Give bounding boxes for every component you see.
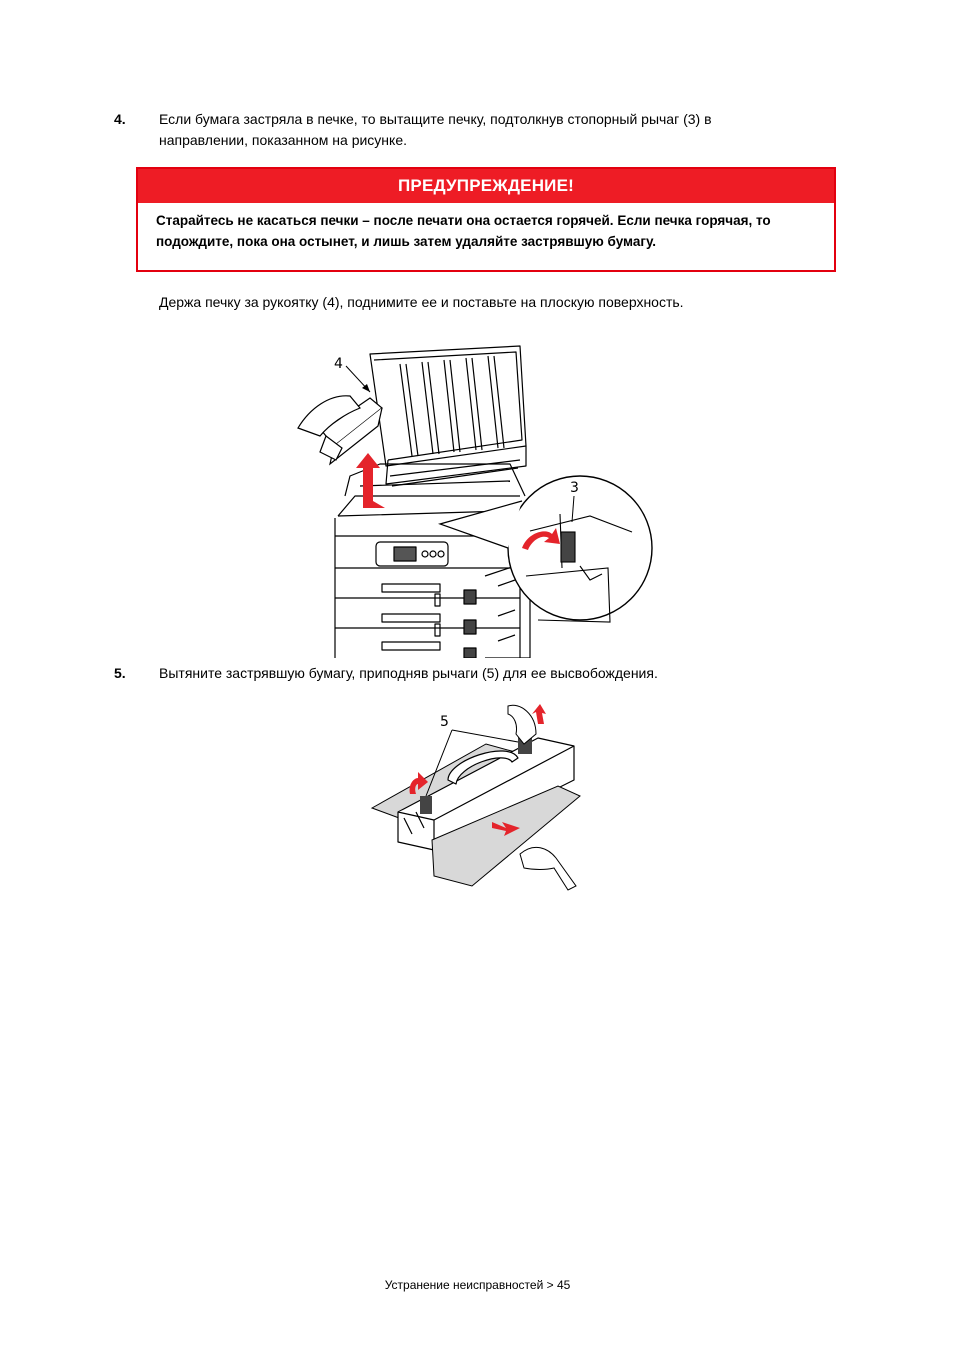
- hold-instruction: Держа печку за рукоятку (4), поднимите ее и поставьте на плоскую поверхность.: [159, 294, 684, 310]
- fuser-removal-illustration: [290, 336, 660, 658]
- paper-removal-illustration: [368, 700, 588, 892]
- step-4: [114, 109, 834, 151]
- step-5: [114, 663, 834, 685]
- warning-title: ПРЕДУПРЕЖДЕНИЕ!: [138, 169, 834, 203]
- step-number: 4.: [114, 111, 126, 127]
- callout-levers-label: 5: [440, 714, 449, 730]
- step-text: Если бумага застряла в печке, то вытащите печку, подтолкнув стопорный рычаг (3) в направлении, показанном на рисунке.: [159, 111, 712, 148]
- warning-text: Старайтесь не касаться печки – после печати она остается горячей. Если печка горячая, то подождите, пока она остынет, и лишь затем удаляйте застрявшую бумагу.: [156, 213, 771, 249]
- page-footer: Устранение неисправностей > 45: [384, 1278, 571, 1292]
- callout-lever-label: 3: [570, 480, 579, 496]
- callout-handle-label: 4: [334, 356, 343, 372]
- step-number: 5.: [114, 665, 126, 681]
- warning-box: [136, 167, 836, 272]
- step-text: Вытяните застрявшую бумагу, приподняв рычаги (5) для ее высвобождения.: [159, 665, 658, 681]
